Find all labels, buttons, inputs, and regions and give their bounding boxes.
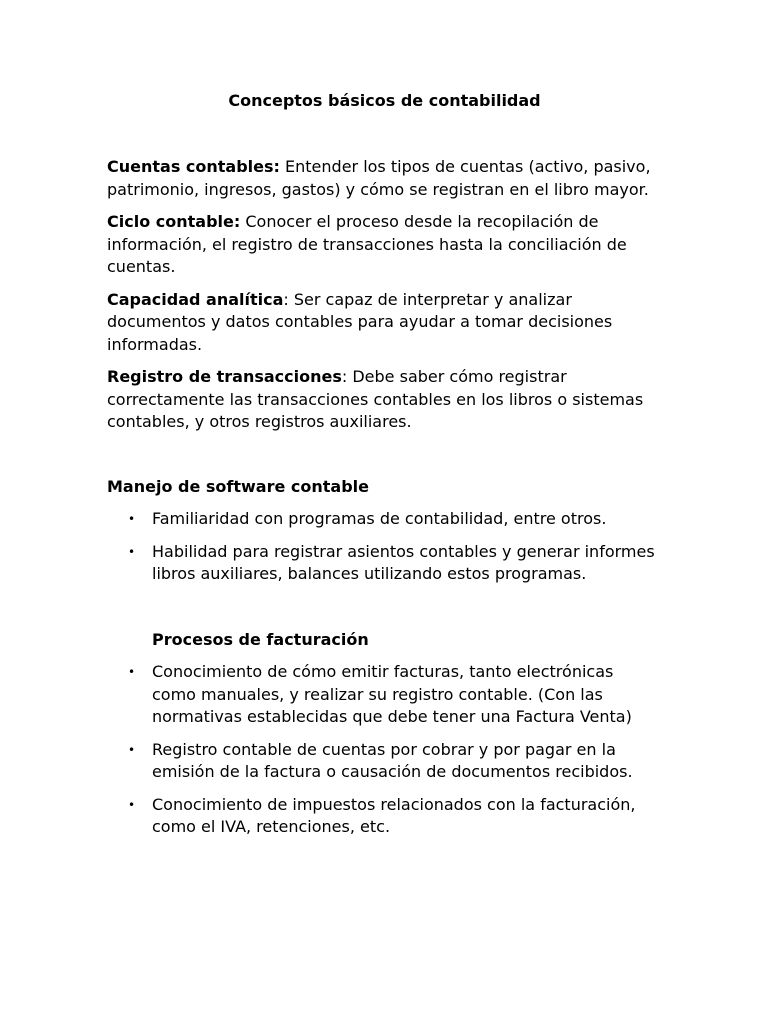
paragraph-ciclo-contable bbox=[107, 211, 662, 279]
list-item bbox=[107, 541, 662, 586]
list-item-text: Familiaridad con programas de contabilidad, entre otros. bbox=[152, 509, 607, 528]
list-item bbox=[107, 508, 662, 531]
bullet-icon: • bbox=[128, 544, 136, 559]
section-heading-facturacion: Procesos de facturación bbox=[152, 629, 369, 649]
paragraph-text: Entender los tipos de cuentas (activo, pasivo, patrimonio, ingresos, gastos) y cómo se registran en el libro mayor. bbox=[107, 157, 651, 199]
list-item bbox=[107, 739, 662, 784]
list-item-text: Conocimiento de impuestos relacionados con la facturación, como el IVA, retenciones, etc. bbox=[152, 794, 636, 836]
bullet-icon: • bbox=[128, 665, 136, 679]
paragraph-text: Conocer el proceso desde la recopilación de información, el registro de transacciones hasta la conciliación de cuentas. bbox=[107, 212, 627, 276]
list-item-text: Habilidad para registrar asientos contables y generar informes libros auxiliares, balances utilizando estos programas. bbox=[152, 541, 655, 583]
paragraph-term: Capacidad analítica bbox=[107, 289, 284, 309]
bullet-list-software bbox=[107, 508, 662, 586]
paragraph-registro-transacciones bbox=[107, 366, 662, 434]
list-item bbox=[107, 661, 662, 729]
list-item-text: Registro contable de cuentas por cobrar y por pagar en la emisión de la factura o causación de documentos recibidos. bbox=[152, 739, 633, 781]
list-item-text: Conocimiento de cómo emitir facturas, tanto electrónicas como manuales, y realizar su registro contable. (Con las normativas establecidas que debe tener una Factura Venta) bbox=[152, 662, 632, 726]
bullet-list-facturacion bbox=[107, 661, 662, 839]
paragraph-text: : Debe saber cómo registrar correctamente las transacciones contables en los libros o sistemas contables, y otros registros auxiliares. bbox=[107, 367, 644, 431]
paragraph-capacidad-analitica bbox=[107, 289, 662, 357]
bullet-icon: • bbox=[128, 512, 136, 526]
list-item bbox=[107, 794, 662, 839]
paragraph-term: Cuentas contables: bbox=[107, 157, 280, 176]
paragraph-term: Registro de transacciones bbox=[107, 367, 342, 386]
section-heading-software: Manejo de software contable bbox=[107, 476, 369, 496]
paragraph-cuentas-contables bbox=[107, 156, 662, 201]
paragraph-text: : Ser capaz de interpretar y analizar documentos y datos contables para ayudar a tomar decisiones informadas. bbox=[107, 289, 613, 354]
bullet-icon: • bbox=[128, 797, 136, 812]
bullet-icon: • bbox=[128, 742, 136, 757]
paragraph-term: Ciclo contable: bbox=[107, 212, 241, 231]
document-title: Conceptos básicos de contabilidad bbox=[228, 91, 541, 110]
